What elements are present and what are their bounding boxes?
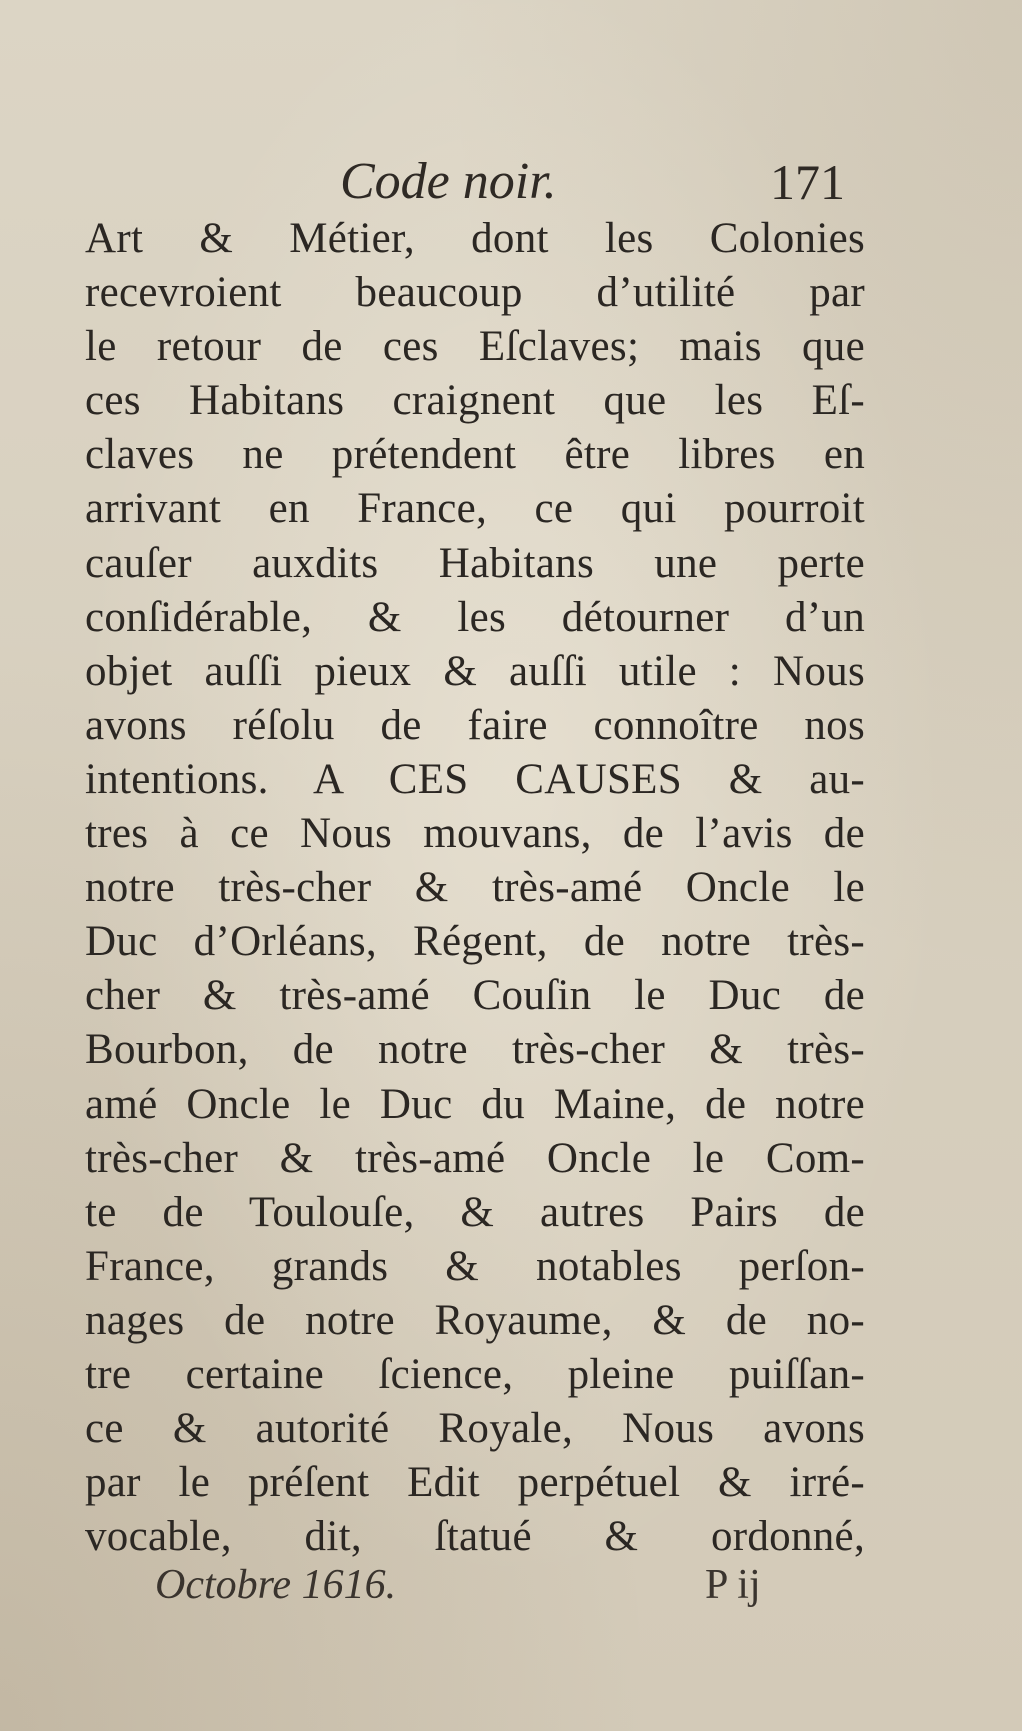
text-line: nages de notre Royaume, & de no-: [85, 1296, 865, 1344]
running-title: Code noir.: [340, 153, 557, 210]
text-line: amé Oncle le Duc du Maine, de notre: [85, 1080, 865, 1128]
text-line: cauſer auxdits Habitans une perte: [85, 539, 865, 587]
text-line: tres à ce Nous mouvans, de l’avis de: [85, 810, 865, 858]
text-line: tre certaine ſcience, pleine puiſſan-: [85, 1350, 865, 1398]
signature-mark: P ij: [705, 1562, 761, 1608]
footer-date: Octobre 1616.: [155, 1562, 397, 1608]
text-line: le retour de ces Eſclaves; mais que: [85, 323, 865, 371]
text-line: claves ne prétendent être libres en: [85, 431, 865, 479]
text-line: très-cher & très-amé Oncle le Com-: [85, 1134, 865, 1182]
text-line: Bourbon, de notre très-cher & très-: [85, 1026, 865, 1074]
text-line: objet auſſi pieux & auſſi utile : Nous: [85, 647, 865, 695]
body-text: [85, 212, 865, 1564]
page-header: [0, 150, 1022, 220]
text-line: avons réſolu de faire connoître nos: [85, 701, 865, 749]
page-footer: [0, 1555, 1022, 1619]
text-line: ce & autorité Royale, Nous avons: [85, 1405, 865, 1453]
text-line: conſidérable, & les détourner d’un: [85, 593, 865, 641]
text-line: cher & très-amé Couſin le Duc de: [85, 972, 865, 1020]
text-line: vocable, dit, ſtatué & ordonné,: [85, 1513, 865, 1561]
page-number: 171: [770, 154, 845, 210]
text-line: te de Toulouſe, & autres Pairs de: [85, 1188, 865, 1236]
text-line: notre très-cher & très-amé Oncle le: [85, 864, 865, 912]
text-line: ces Habitans craignent que les Eſ-: [85, 377, 865, 425]
text-line: France, grands & notables perſon-: [85, 1242, 865, 1290]
text-line: recevroient beaucoup d’utilité par: [85, 269, 865, 317]
text-line: arrivant en France, ce qui pourroit: [85, 485, 865, 533]
text-line: Duc d’Orléans, Régent, de notre très-: [85, 918, 865, 966]
text-line: intentions. A CES CAUSES & au-: [85, 755, 865, 803]
text-line: par le préſent Edit perpétuel & irré-: [85, 1459, 865, 1507]
text-line: Art & Métier, dont les Colonies: [85, 215, 865, 262]
